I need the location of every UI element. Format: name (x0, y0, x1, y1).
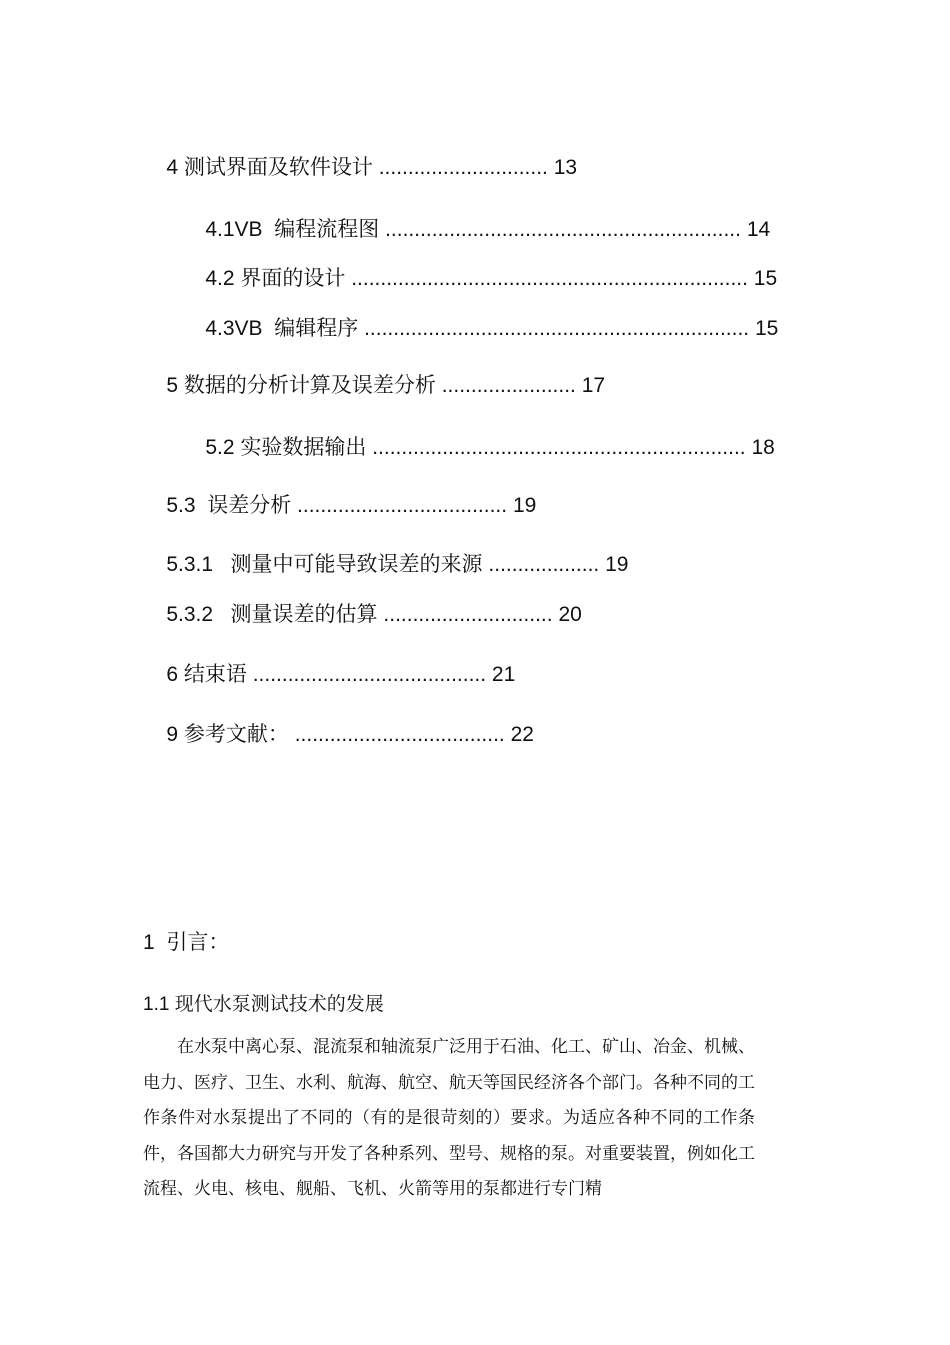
toc-entry-title: 5 数据的分析计算及误差分析 (166, 374, 436, 397)
toc-entry-title: 5.3.2 测量误差的估算 (166, 603, 378, 626)
toc-entry-title: 4.1VB 编程流程图 (205, 218, 380, 241)
toc-entry-title: 4.2 界面的设计 (205, 267, 346, 290)
toc-entry-title: 4.3VB 编辑程序 (205, 317, 359, 340)
toc-entry-title: 5.3 误差分析 (166, 494, 292, 517)
toc-entry-page: 22 (510, 723, 534, 746)
toc-entry-title: 5.2 实验数据输出 (205, 436, 367, 459)
toc-entry-page: 15 (754, 317, 779, 340)
toc-entry-page: 20 (558, 603, 582, 626)
toc-entry-title: 9 参考文献： (166, 723, 289, 746)
toc-entry-title: 5.3.1 测量中可能导致误差的来源 (166, 553, 483, 576)
toc-entry-leader: ....................... (435, 374, 582, 397)
toc-entry-title: 6 结束语 (166, 663, 247, 686)
subsection-heading: 1.1 现代水泵测试技术的发展 (143, 994, 384, 1015)
toc-entry-leader: .................................... (288, 723, 511, 746)
toc-entry-page: 17 (581, 374, 606, 397)
toc-entry-page: 15 (753, 267, 778, 290)
toc-entry-leader: ............................. (377, 603, 559, 626)
toc-entry-leader: ............................. (372, 156, 554, 179)
toc-entry-page: 19 (512, 494, 537, 517)
body-paragraph: 在水泵中离心泵、混流泵和轴流泵广泛用于石油、化工、矿山、冶金、机械、电力、医疗、卫生、水利、航海、航空、航天等国民经济各个部门。各种不同的工作条件对水泵提出了不同的（有的是很苛刻的）要求。为适应各种不同的工作条件，各国都大力研究与开发了各种系列、型号、规格的泵。对重要装置，例如化工流程、火电、核电、舰船、飞机、火箭等用的泵都进行专门精 (143, 1037, 755, 1199)
toc-entry-page: 19 (605, 553, 629, 576)
toc-entry-leader: ........................................ (246, 663, 492, 686)
toc-entry-leader: ................................................................ (366, 436, 752, 459)
toc-entry[interactable] (143, 696, 534, 774)
toc-entry-title: 4 测试界面及软件设计 (166, 156, 373, 179)
toc-entry-leader: .................................... (291, 494, 513, 517)
toc-entry-page: 18 (751, 436, 775, 459)
toc-entry-page: 13 (553, 156, 578, 179)
toc-entry-page: 21 (491, 663, 516, 686)
toc-entry-leader: .................................................................... (345, 267, 754, 290)
toc-entry-leader: .................................................................. (358, 317, 755, 340)
section-heading: 1 引言： (143, 931, 230, 954)
toc-entry-page: 14 (746, 218, 771, 241)
toc-entry-leader: ............................................................. (379, 218, 747, 241)
toc-entry-leader: ................... (482, 553, 606, 576)
